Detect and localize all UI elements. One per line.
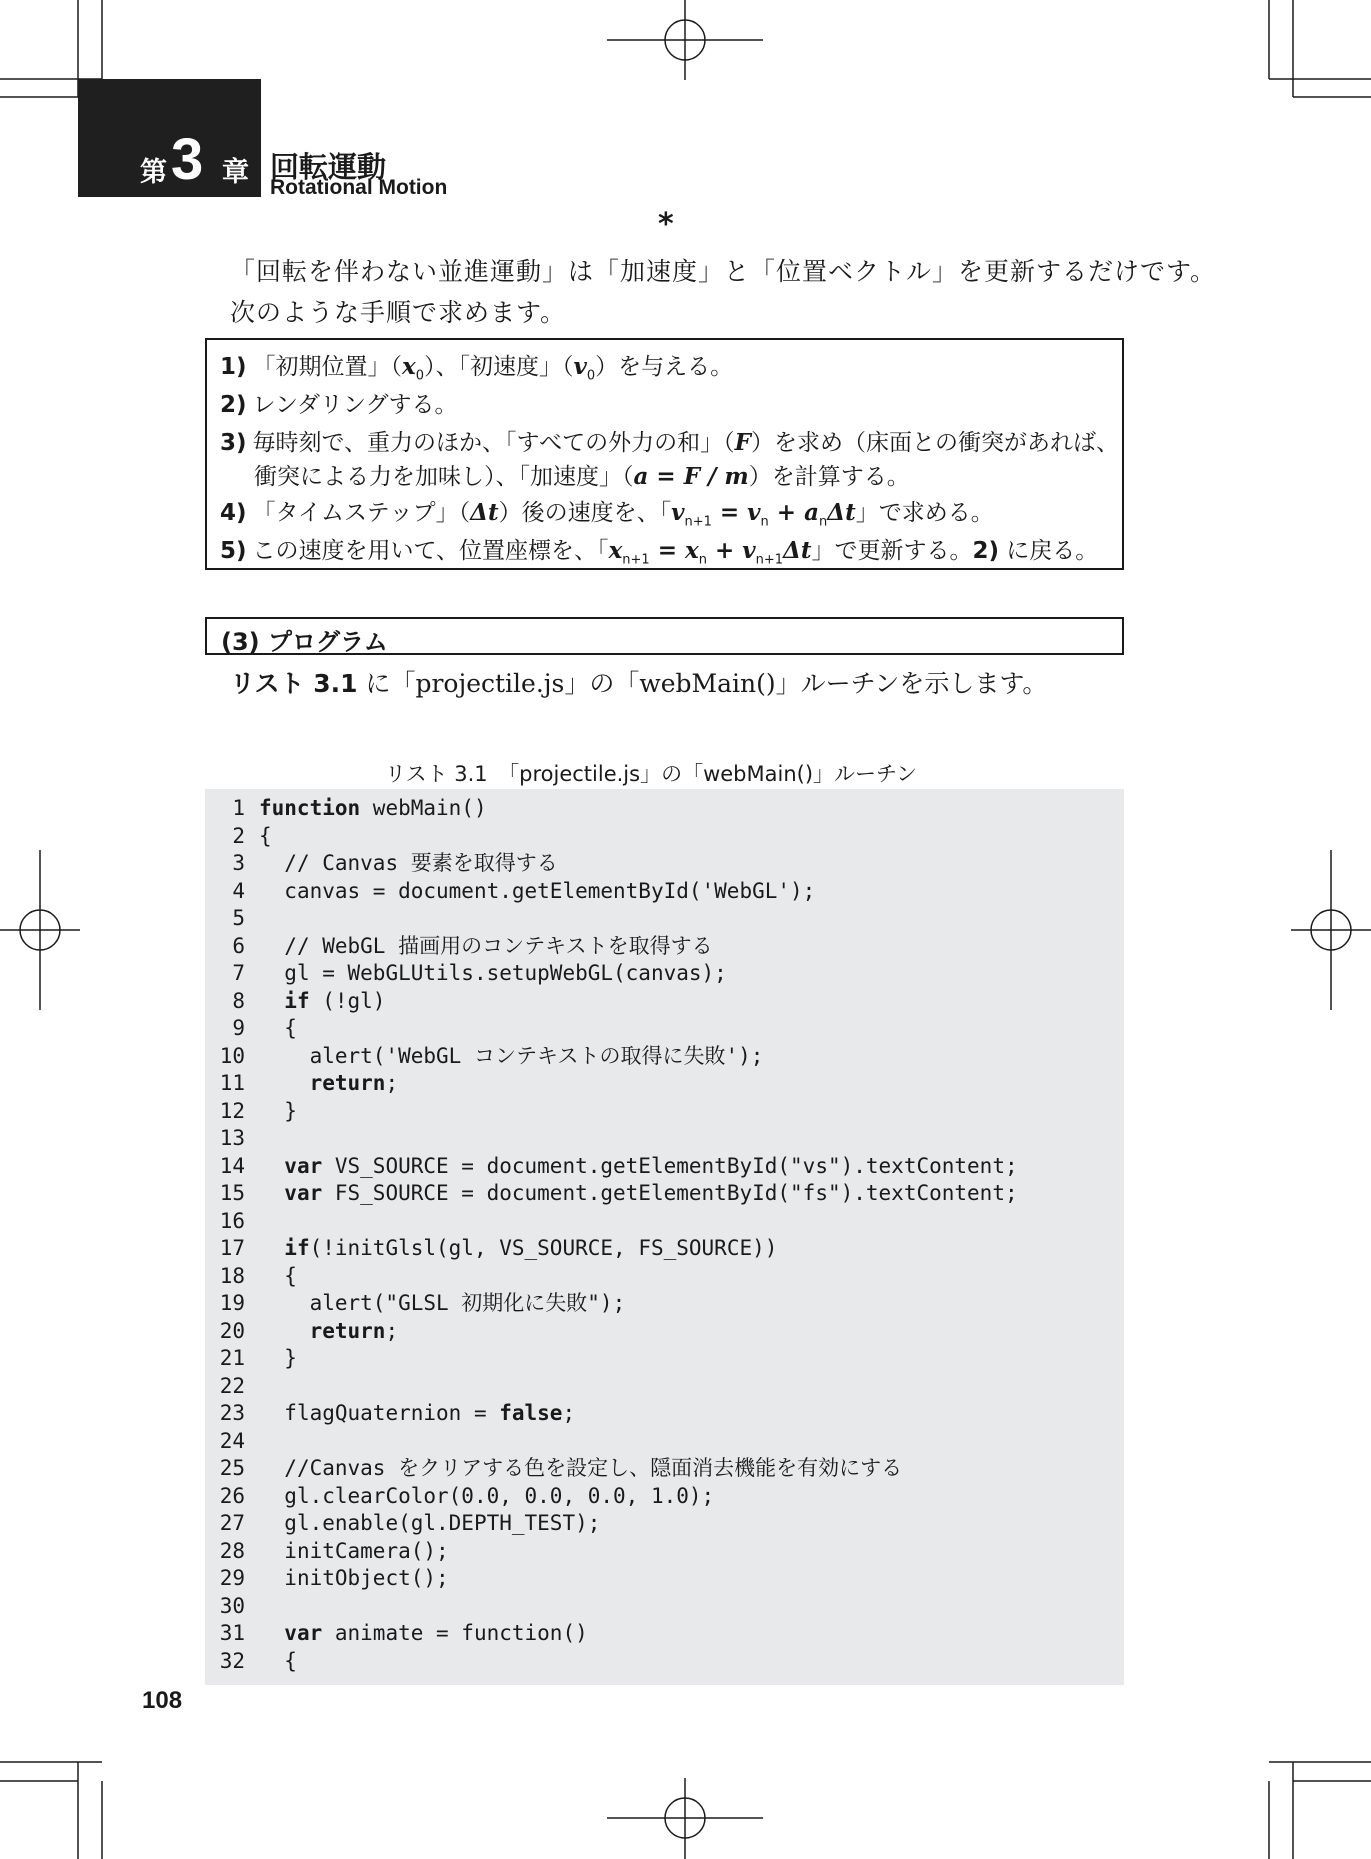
- line-number: 9: [232, 1016, 245, 1040]
- line-number: 22: [219, 1373, 245, 1398]
- step-item: 5) この速度を用いて、位置座標を、「$x_{n+1} = x_n + v_{n+1}\Delta t$」で更新する。2) に戻る。: [220, 537, 1099, 568]
- code-line: [205, 1428, 259, 1456]
- chapter-subtitle: Rotational Motion: [270, 176, 448, 199]
- listing-caption: リスト 3.1 「projectile.js」の「webMain()」ルーチン: [385, 762, 917, 786]
- line-number: 19: [219, 1291, 245, 1315]
- code-line: [205, 1208, 259, 1236]
- code-line: 3 // Canvas 要素を取得する: [205, 850, 558, 878]
- code-line: 10 alert('WebGL コンテキストの取得に失敗');: [205, 1043, 763, 1071]
- section-heading: (3) プログラム: [221, 628, 388, 656]
- paragraph: 「回転を伴わない並進運動」は「加速度」と「位置ベクトル」を更新するだけです。: [230, 257, 1217, 286]
- code-line: 29 initObject();: [205, 1565, 449, 1593]
- line-number: 14: [219, 1153, 245, 1178]
- code-line: 11 return;: [205, 1070, 398, 1098]
- code-line: 14 var VS_SOURCE = document.getElementById("vs").textContent;: [205, 1153, 1018, 1181]
- chapter-title: 回転運動: [270, 150, 387, 184]
- line-number: 18: [219, 1263, 245, 1288]
- math-vector: F: [734, 429, 751, 456]
- line-number: 3: [232, 851, 245, 875]
- line-number: 30: [219, 1593, 245, 1618]
- code-line: 20 return;: [205, 1318, 398, 1346]
- code-line: 12 }: [205, 1098, 297, 1126]
- code-line: 1 function webMain(): [205, 795, 487, 823]
- code-line: 8 if (!gl): [205, 988, 385, 1016]
- line-number: 4: [232, 878, 245, 903]
- line-number: 6: [232, 933, 245, 958]
- line-number: 27: [219, 1511, 245, 1535]
- line-number: 31: [219, 1621, 245, 1645]
- code-line: 23 flagQuaternion = false;: [205, 1400, 575, 1428]
- line-number: 17: [219, 1236, 245, 1260]
- listing-intro: リスト 3.1 に「projectile.js」の「webMain()」ルーチンを示します。: [230, 669, 1048, 698]
- math-formula: a = F / m: [633, 463, 749, 490]
- step-number: 2): [220, 392, 247, 418]
- code-line: [205, 905, 259, 933]
- line-number: 29: [219, 1566, 245, 1590]
- code-keyword: var: [284, 1153, 323, 1178]
- code-keyword: false: [499, 1401, 563, 1425]
- code-line: 9 {: [205, 1015, 297, 1043]
- code-line: 17 if(!initGlsl(gl, VS_SOURCE, FS_SOURCE)): [205, 1235, 777, 1263]
- section-heading-box: [205, 617, 1124, 655]
- code-keyword: return: [309, 1071, 386, 1095]
- line-number: 28: [219, 1538, 245, 1563]
- page-number: 108: [142, 1687, 183, 1714]
- math-vector: v: [573, 353, 587, 380]
- line-number: 13: [219, 1126, 245, 1150]
- code-line: 7 gl = WebGLUtils.setupWebGL(canvas);: [205, 960, 727, 988]
- code-keyword: if: [284, 988, 310, 1013]
- line-number: 24: [219, 1428, 245, 1453]
- step-item: 3) 毎時刻で、重力のほか、「すべての外力の和」（F）を求め（床面との衝突があれば、: [220, 429, 1119, 456]
- code-line: 32 {: [205, 1648, 297, 1676]
- code-line: 19 alert("GLSL 初期化に失敗");: [205, 1290, 625, 1318]
- line-number: 5: [232, 906, 245, 930]
- line-number: 12: [219, 1098, 245, 1123]
- step-item: 4) 「タイムステップ」（Δt）後の速度を、「$v_{n+1} = v_n + a_n\Delta t$」で求める。: [220, 499, 994, 530]
- code-listing: [205, 789, 1124, 1685]
- paragraph: 次のような手順で求めます。: [230, 298, 567, 327]
- code-keyword: var: [284, 1181, 323, 1205]
- code-line: [205, 1125, 259, 1153]
- line-number: 11: [219, 1071, 245, 1095]
- step-item: 1) 「初期位置」$(x_0)$、「初速度」$(v_0)$を与える。: [220, 353, 734, 384]
- line-number: 21: [219, 1346, 245, 1370]
- line-number: 26: [219, 1483, 245, 1508]
- line-number: 8: [232, 988, 245, 1013]
- step-item: 2) レンダリングする。: [220, 392, 458, 418]
- code-keyword: function: [259, 796, 361, 820]
- step-number: 4): [220, 500, 247, 526]
- code-line: 18 {: [205, 1263, 297, 1291]
- code-line: 28 initCamera();: [205, 1538, 449, 1566]
- code-line: 31 var animate = function(): [205, 1620, 588, 1648]
- line-number: 1: [232, 796, 245, 820]
- chapter-suffix: 章: [222, 157, 249, 188]
- section-separator: *: [658, 207, 674, 242]
- code-line: 21 }: [205, 1345, 297, 1373]
- math-vector: x: [402, 353, 416, 380]
- step-number: 3): [220, 430, 247, 456]
- code-line: 26 gl.clearColor(0.0, 0.0, 0.0, 1.0);: [205, 1483, 714, 1511]
- line-number: 15: [219, 1181, 245, 1205]
- line-number: 25: [219, 1456, 245, 1480]
- chapter-prefix: 第: [140, 157, 167, 188]
- step-item-continued: 衝突による力を加味し）、「加速度」（a = F / m）を計算する。: [254, 463, 910, 490]
- code-line: 15 var FS_SOURCE = document.getElementById("fs").textContent;: [205, 1180, 1018, 1208]
- listing-reference: リスト 3.1: [230, 669, 358, 698]
- code-line: 2 {: [205, 823, 272, 851]
- line-number: 23: [219, 1401, 245, 1425]
- step-number: 5): [220, 538, 247, 564]
- code-line: [205, 1373, 259, 1401]
- line-number: 20: [219, 1318, 245, 1343]
- procedure-box: [205, 338, 1124, 570]
- code-keyword: return: [309, 1318, 386, 1343]
- step-number: 1): [220, 354, 247, 380]
- code-line: 25 //Canvas をクリアする色を設定し、隠面消去機能を有効にする: [205, 1455, 902, 1483]
- line-number: 16: [219, 1208, 245, 1233]
- code-line: [205, 1593, 259, 1621]
- chapter-number: 3: [171, 127, 204, 192]
- line-number: 7: [232, 961, 245, 985]
- code-keyword: if: [284, 1236, 310, 1260]
- code-keyword: var: [284, 1621, 323, 1645]
- line-number: 2: [232, 823, 245, 848]
- code-line: 27 gl.enable(gl.DEPTH_TEST);: [205, 1510, 600, 1538]
- code-line: 4 canvas = document.getElementById('WebGL');: [205, 878, 815, 906]
- line-number: 32: [219, 1648, 245, 1673]
- line-number: 10: [219, 1043, 245, 1068]
- code-line: 6 // WebGL 描画用のコンテキストを取得する: [205, 933, 713, 961]
